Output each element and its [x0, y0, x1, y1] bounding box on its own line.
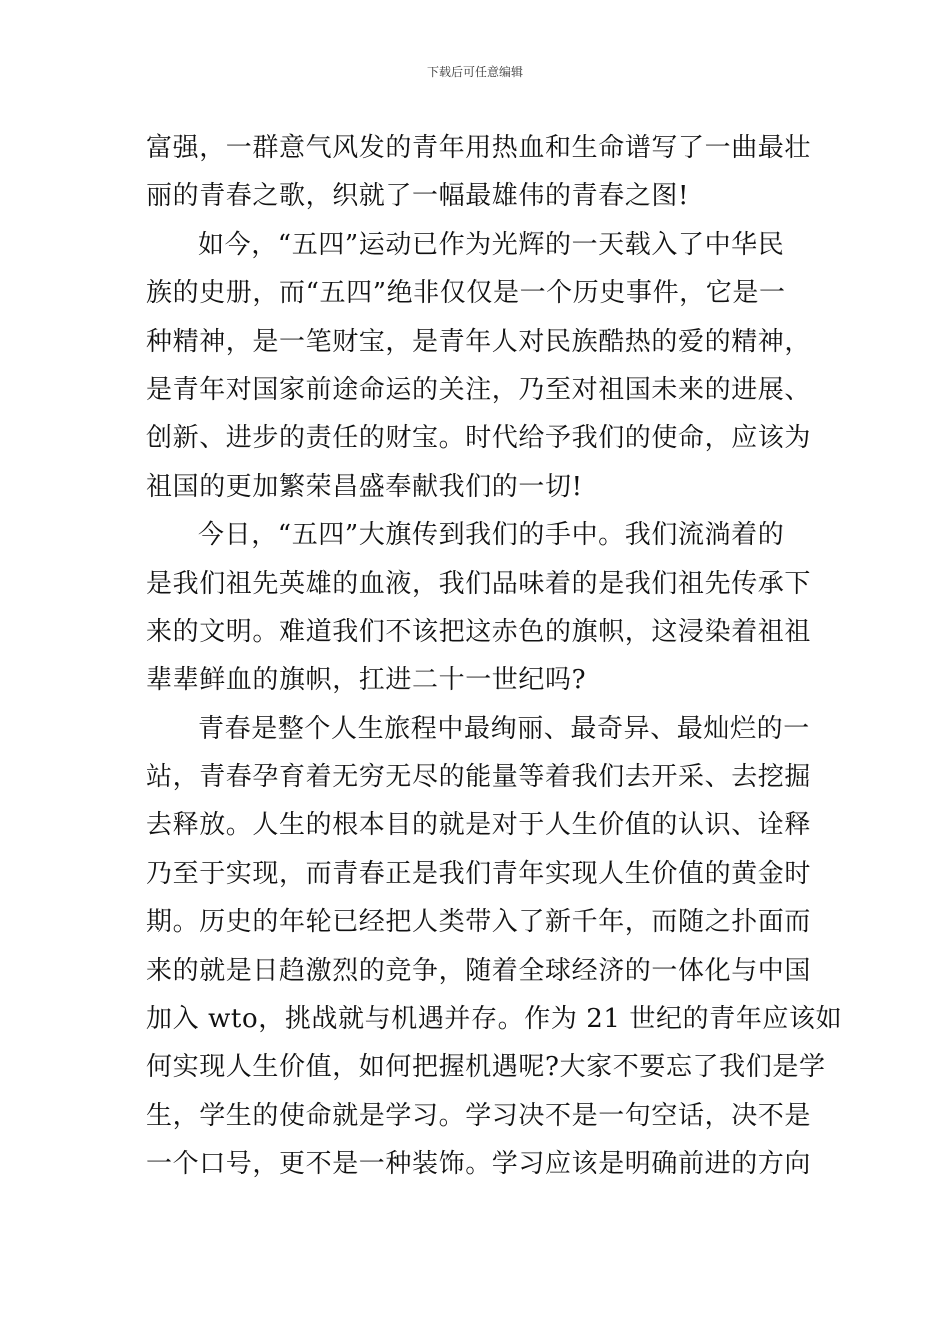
text-line: 乃至于实现，而青春正是我们青年实现人生价值的黄金时	[146, 858, 812, 889]
text-line: 是青年对国家前途命运的关注，乃至对祖国未来的进展、	[146, 374, 812, 405]
text-line: 来的就是日趋激烈的竞争，随着全球经济的一体化与中国	[146, 955, 812, 986]
text-line: 站，青春孕育着无穷无尽的能量等着我们去开采、去挖掘	[146, 762, 812, 793]
text-line: 加入 wto，挑战就与机遇并存。作为 21 世纪的青年应该如	[146, 1004, 843, 1035]
text-line: 丽的青春之歌，织就了一幅最雄伟的青春之图!	[146, 181, 690, 212]
text-line: 辈辈鲜血的旗帜，扛进二十一世纪吗?	[146, 665, 587, 696]
text-line: 来的文明。难道我们不该把这赤色的旗帜，这浸染着祖祖	[146, 616, 812, 647]
text-line: 如今，“五四”运动已作为光辉的一天载入了中华民	[198, 229, 785, 260]
text-line: 创新、进步的责任的财宝。时代给予我们的使命，应该为	[146, 423, 812, 454]
document-body	[146, 124, 843, 1189]
text-line: 期。历史的年轮已经把人类带入了新千年，而随之扑面而	[146, 907, 812, 938]
page-header: 下载后可任意编辑	[426, 65, 523, 79]
text-line: 种精神，是一笔财宝，是青年人对民族酷热的爱的精神，	[146, 326, 812, 357]
text-line: 是我们祖先英雄的血液，我们品味着的是我们祖先传承下	[146, 568, 812, 599]
text-line: 青春是整个人生旅程中最绚丽、最奇异、最灿烂的一	[198, 713, 810, 744]
text-line: 去释放。人生的根本目的就是对于人生价值的认识、诠释	[146, 810, 812, 841]
text-line: 一个口号，更不是一种装饰。学习应该是明确前进的方向	[146, 1149, 812, 1180]
text-line: 富强，一群意气风发的青年用热血和生命谱写了一曲最壮	[146, 133, 812, 163]
text-line: 今日，“五四”大旗传到我们的手中。我们流淌着的	[198, 520, 785, 551]
text-line: 生，学生的使命就是学习。学习决不是一句空话，决不是	[146, 1100, 812, 1131]
text-line: 何实现人生价值，如何把握机遇呢?大家不要忘了我们是学	[146, 1052, 826, 1083]
text-line: 族的史册，而“五四”绝非仅仅是一个历史事件，它是一	[146, 278, 786, 309]
text-line: 祖国的更加繁荣昌盛奉献我们的一切!	[146, 471, 583, 502]
